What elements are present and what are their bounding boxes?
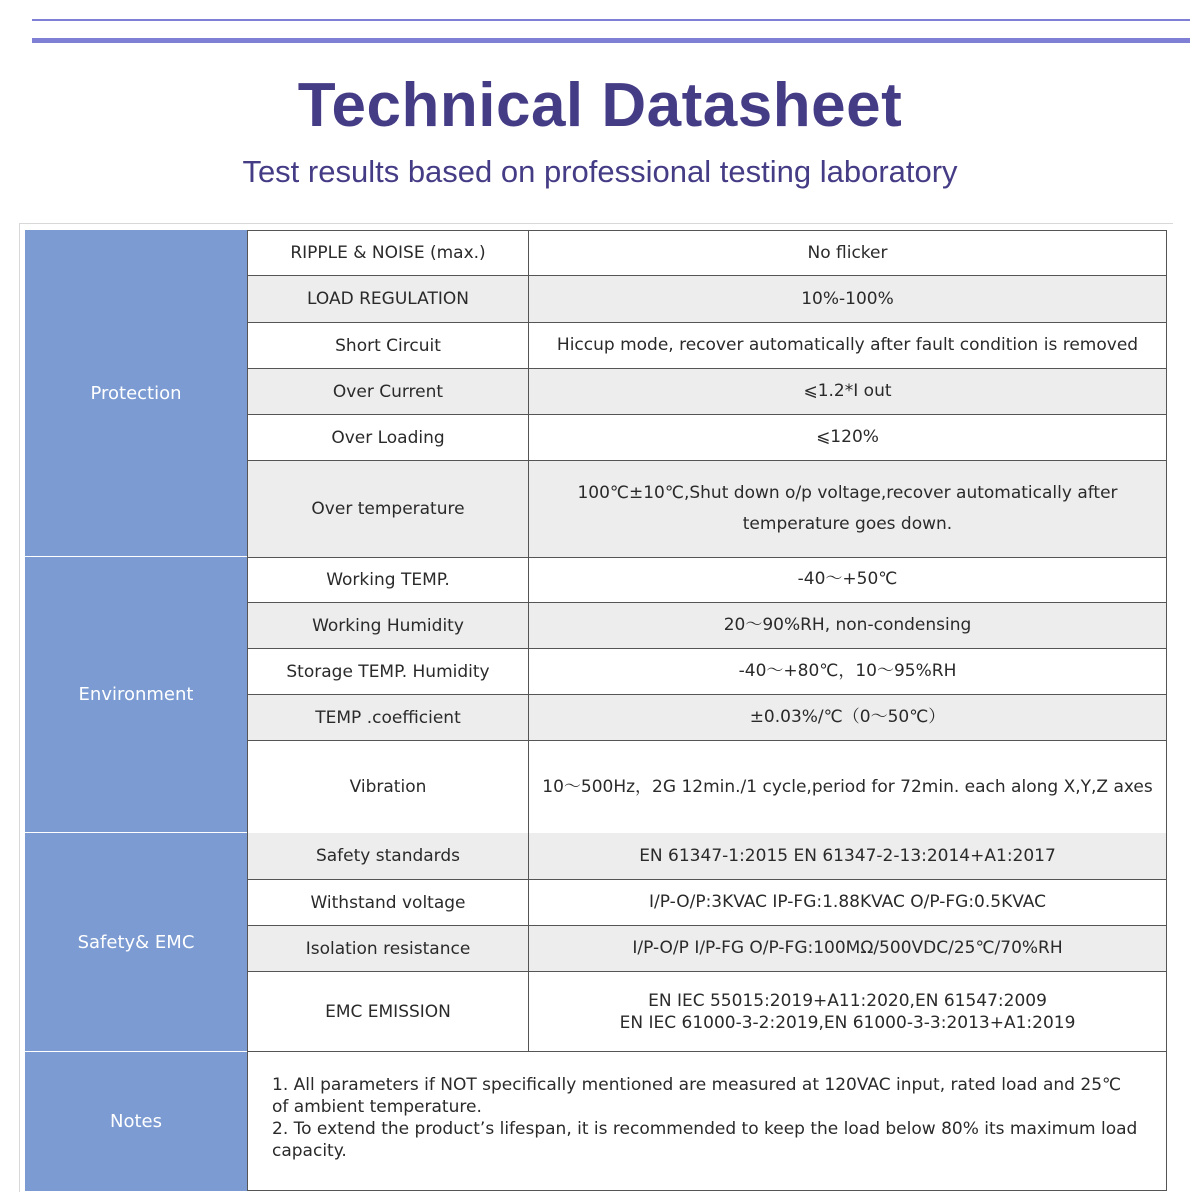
row-label: Vibration [248, 741, 529, 833]
row-label: Working Humidity [248, 603, 529, 648]
safety-rows [247, 833, 1167, 1052]
table-row [247, 972, 1167, 1052]
row-label: EMC EMISSION [248, 972, 529, 1051]
row-value: ⩽120% [816, 427, 879, 447]
row-value: I/P-O/P I/P-FG O/P-FG:100MΩ/500VDC/25℃/70%RH [632, 938, 1063, 958]
row-value: ⩽1.2*I out [803, 381, 892, 401]
header-rule-thin [32, 19, 1190, 21]
row-label: Over Current [248, 369, 529, 414]
table-row [247, 603, 1167, 649]
row-label: Safety standards [248, 833, 529, 879]
table-row [247, 741, 1167, 834]
row-value: -40～+80℃，10～95%RH [738, 661, 957, 681]
row-label: Withstand voltage [248, 880, 529, 925]
row-value: ±0.03%/℃（0～50℃） [749, 707, 946, 727]
row-value: 10%-100% [801, 288, 894, 309]
table-row [247, 880, 1167, 926]
table-row [247, 323, 1167, 369]
row-label: Storage TEMP. Humidity [248, 649, 529, 694]
note-item: 2. To extend the product’s lifespan, it is recommended to keep the load below 80% its maximum load capacity. [272, 1119, 1138, 1161]
notes-cell [247, 1052, 1167, 1191]
row-value: 10～500Hz，2G 12min./1 cycle,period for 72min. each along X,Y,Z axes [542, 776, 1153, 797]
table-row [247, 276, 1167, 323]
category-notes: Notes [25, 1052, 247, 1191]
category-environment: Environment [25, 557, 247, 834]
row-value-line: EN IEC 61000-3-2:2019,EN 61000-3-3:2013+A1:2019 [619, 1012, 1076, 1033]
protection-rows [247, 230, 1167, 558]
row-label: Short Circuit [248, 323, 529, 368]
row-value: 20～90%RH, non-condensing [723, 615, 972, 635]
table-row [247, 695, 1167, 741]
row-label: Over Loading [248, 415, 529, 460]
row-value [529, 461, 1166, 557]
table-row [247, 230, 1167, 276]
row-label: Working TEMP. [248, 557, 529, 602]
table-row [247, 369, 1167, 415]
category-protection: Protection [25, 230, 247, 558]
row-value: I/P-O/P:3KVAC IP-FG:1.88KVAC O/P-FG:0.5KVAC [648, 892, 1046, 912]
row-value: No flicker [807, 242, 888, 263]
row-label: TEMP .coefficient [248, 695, 529, 740]
page-title: Technical Datasheet [297, 71, 903, 140]
table-row [247, 415, 1167, 461]
environment-rows [247, 557, 1167, 834]
row-label: LOAD REGULATION [248, 276, 529, 322]
page-subtitle: Test results based on professional testing laboratory [242, 154, 958, 189]
notes-text [248, 1052, 1166, 1162]
row-value: EN 61347-1:2015 EN 61347-2-13:2014+A1:2017 [639, 845, 1056, 866]
header-rule-thick [32, 38, 1190, 43]
row-value-line: 100℃±10℃,Shut down o/p voltage,recover automatically after [577, 483, 1118, 503]
category-safety-emc: Safety& EMC [25, 833, 247, 1053]
row-label: Over temperature [248, 461, 529, 557]
table-row [247, 649, 1167, 695]
row-value: Hiccup mode, recover automatically after fault condition is removed [556, 335, 1139, 355]
note-item: 1. All parameters if NOT specifically mentioned are measured at 120VAC input, rated load and 25℃ of ambient temperature. [272, 1075, 1122, 1117]
row-value-line: EN IEC 55015:2019+A11:2020,EN 61547:2009 [648, 990, 1047, 1011]
notes-rows [247, 1052, 1167, 1191]
table-row [247, 557, 1167, 603]
table-row [247, 461, 1167, 558]
row-value [529, 972, 1166, 1051]
row-value: -40～+50℃ [797, 569, 898, 589]
row-label: RIPPLE & NOISE (max.) [248, 231, 529, 275]
row-value-line: temperature goes down. [742, 514, 953, 534]
table-row [247, 926, 1167, 972]
row-label: Isolation resistance [248, 926, 529, 971]
table-row [247, 833, 1167, 880]
